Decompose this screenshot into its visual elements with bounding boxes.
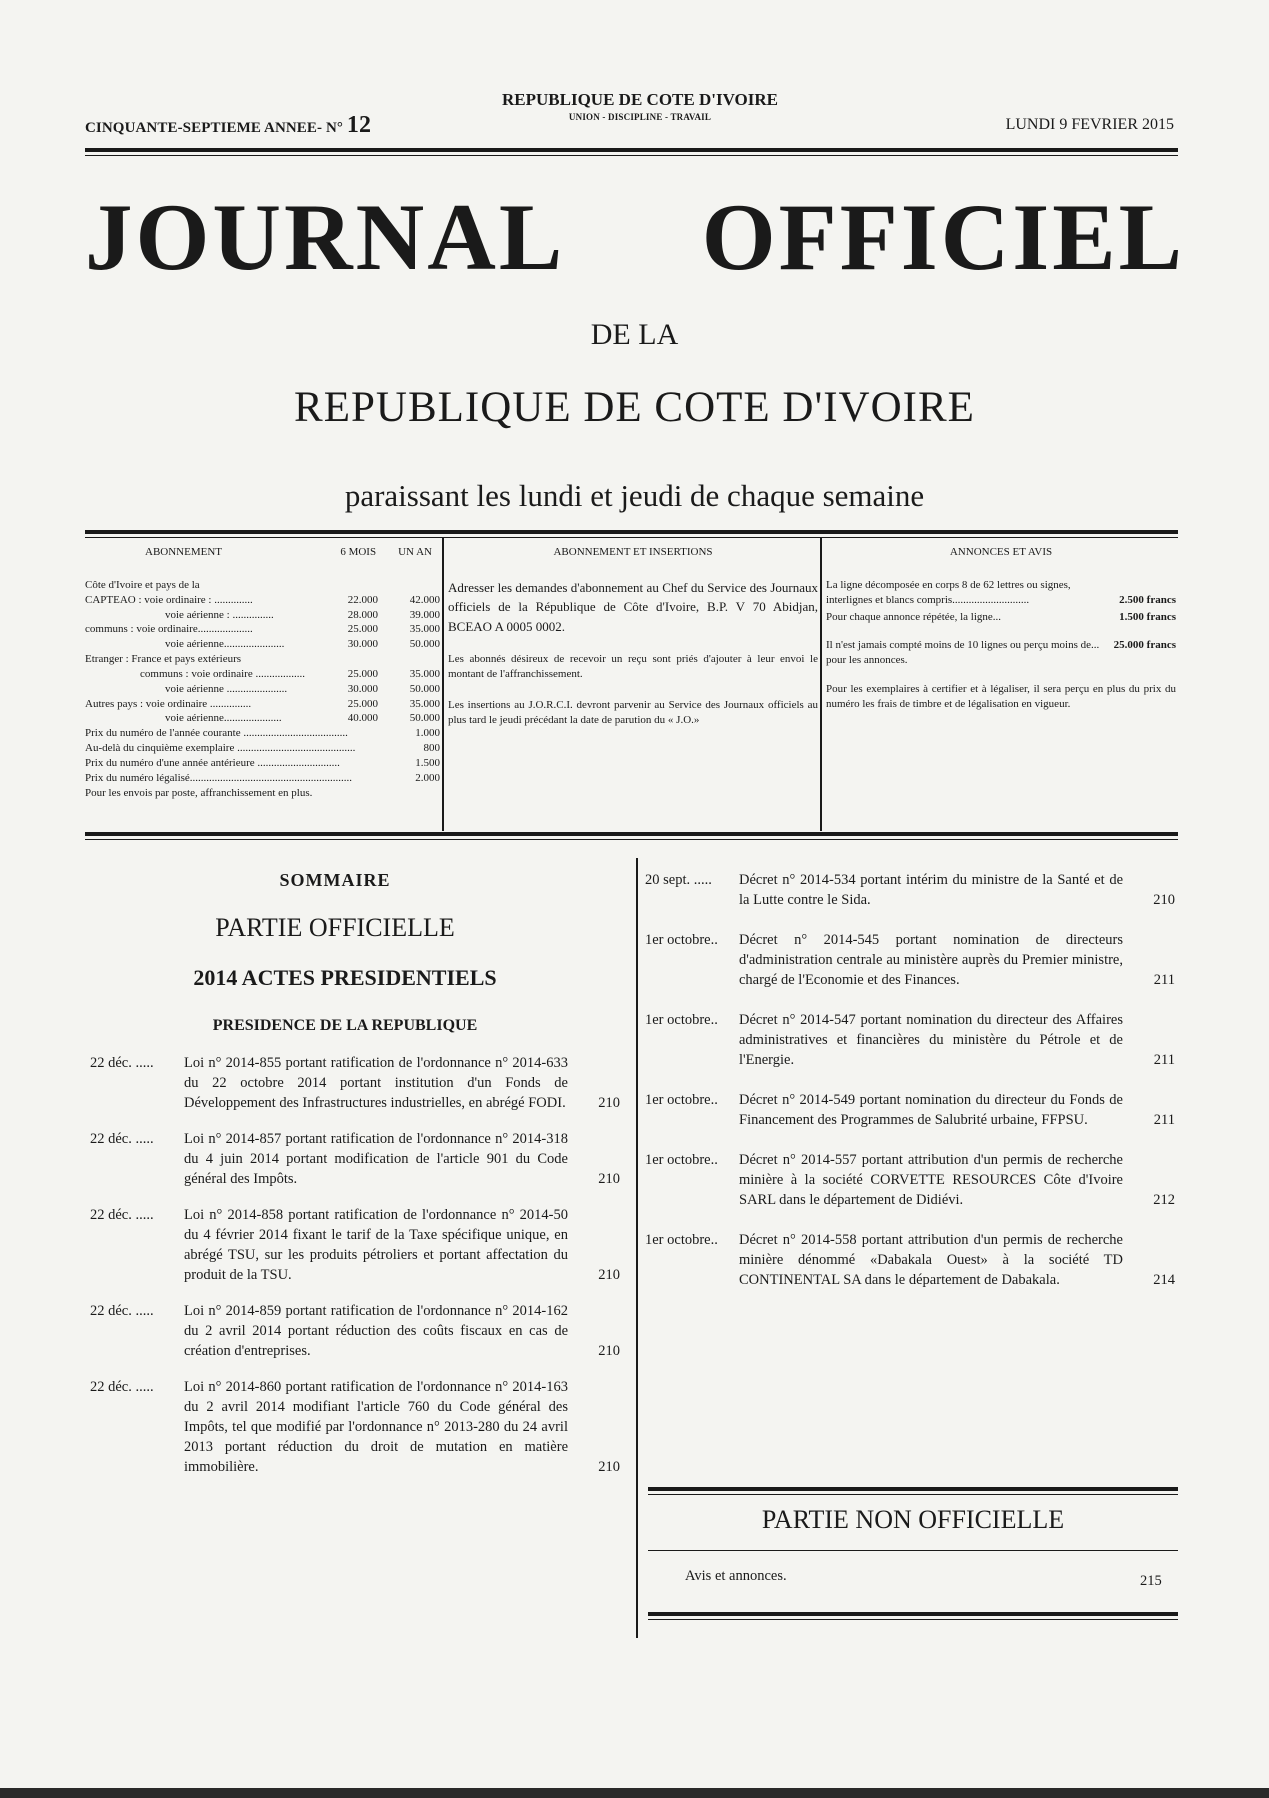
rate-row bbox=[85, 652, 440, 667]
entry-text: Loi n° 2014-859 portant ratification de l'ordonnance n° 2014-162 du 2 avril 2014 portant réduction des coûts fiscaux en cas de création d'entreprises. bbox=[184, 1303, 568, 1359]
sommaire-entry bbox=[90, 1205, 620, 1285]
rate-6mois bbox=[326, 786, 378, 801]
rate-6mois bbox=[340, 756, 386, 771]
rate-label: Prix du numéro légalisé........................................................... bbox=[85, 771, 353, 784]
sommaire-entry bbox=[90, 1377, 620, 1477]
rate-row bbox=[85, 741, 440, 756]
rate-6mois bbox=[348, 726, 390, 741]
rate-6mois: 25.000 bbox=[347, 697, 378, 710]
left-entries bbox=[90, 1053, 620, 1477]
rate-un-an: 50.000 bbox=[409, 712, 440, 725]
rate-label: voie aérienne ...................... bbox=[165, 682, 288, 695]
sommaire-entry bbox=[645, 1010, 1175, 1070]
entry-page: 210 bbox=[598, 1267, 620, 1283]
partie-officielle-title: PARTIE OFFICIELLE bbox=[215, 913, 455, 942]
insertions-p3: Les insertions au J.O.R.C.I. devront parvenir au Service des Journaux officiels au plus tard le jeudi précédant la date de parution du « J.O.» bbox=[448, 699, 818, 726]
right-entries bbox=[645, 870, 1175, 1290]
subscription-bottom-rule bbox=[85, 832, 1178, 840]
annonces-l3-price: 25.000 francs bbox=[1113, 639, 1176, 652]
insertions-p1: Adresser les demandes d'abonnement au Chef du Service des Journaux officiels de la République de Côte d'Ivoire, B.P. V 70 Abidjan, BCEAO A 0005 0002. bbox=[448, 579, 818, 634]
entry-date: 22 déc. ..... bbox=[90, 1379, 154, 1395]
rate-row bbox=[85, 682, 440, 697]
annonces-box bbox=[826, 545, 1176, 830]
rate-6mois: 25.000 bbox=[347, 623, 378, 636]
subscription-top-rule bbox=[85, 530, 1178, 538]
sommaire-title: SOMMAIRE bbox=[279, 870, 391, 890]
rate-row bbox=[85, 593, 440, 608]
rate-6mois: 28.000 bbox=[347, 608, 378, 621]
annonces-l4: Pour les exemplaires à certifier et à légaliser, il sera perçu en plus du prix du numéro les frais de timbre et de légalisation en vigueur. bbox=[826, 683, 1176, 710]
insertions-p2: Les abonnés désireux de recevoir un reçu sont priés d'ajouter à leur envoi le montant de l'affranchissement. bbox=[448, 653, 818, 681]
entry-date: 1er octobre.. bbox=[645, 1012, 718, 1028]
avis-page: 215 bbox=[1140, 1573, 1162, 1589]
issue-number: 12 bbox=[346, 112, 372, 138]
entry-page: 211 bbox=[1153, 1052, 1175, 1068]
rate-label: Prix du numéro de l'année courante ...................................... bbox=[85, 727, 348, 740]
col-abonnement: ABONNEMENT bbox=[145, 546, 222, 558]
rate-6mois: 40.000 bbox=[347, 712, 378, 725]
sommaire-right-column bbox=[645, 870, 1175, 1310]
sommaire-entry bbox=[645, 1090, 1175, 1130]
rate-6mois: 30.000 bbox=[347, 638, 378, 651]
issue-line bbox=[85, 112, 371, 139]
entry-date: 22 déc. ..... bbox=[90, 1055, 154, 1071]
rate-row bbox=[85, 711, 440, 726]
entry-date: 1er octobre.. bbox=[645, 1092, 718, 1108]
page-bottom-edge bbox=[0, 1788, 1269, 1798]
rates-table bbox=[85, 578, 440, 801]
masthead-tagline: paraissant les lundi et jeudi de chaque semaine bbox=[344, 478, 925, 513]
masthead-title: JOURNAL OFFICIEL bbox=[85, 184, 1185, 290]
rate-label: Pour les envois par poste, affranchissement en plus. bbox=[85, 786, 313, 799]
subscription-rates-box bbox=[85, 545, 440, 830]
rate-un-an: 800 bbox=[423, 742, 440, 755]
rate-row bbox=[85, 578, 440, 593]
insertions-title: ABONNEMENT ET INSERTIONS bbox=[553, 546, 713, 558]
rate-un-an: 2.000 bbox=[415, 771, 440, 784]
rate-row bbox=[85, 771, 440, 786]
rate-label: communs : voie ordinaire.................... bbox=[85, 623, 253, 636]
non-officielle-top-rule bbox=[648, 1487, 1178, 1495]
rate-un-an bbox=[378, 786, 440, 801]
rate-label: Côte d'Ivoire et pays de la bbox=[85, 578, 200, 591]
entry-page: 210 bbox=[598, 1171, 620, 1187]
rate-6mois bbox=[326, 578, 378, 593]
masthead-republic: REPUBLIQUE DE COTE D'IVOIRE bbox=[294, 384, 975, 431]
actes-title: 2014 ACTES PRESIDENTIELS bbox=[193, 965, 497, 990]
rate-un-an bbox=[378, 652, 440, 667]
col-6mois: 6 MOIS bbox=[340, 546, 377, 558]
rate-6mois bbox=[355, 741, 394, 756]
rate-label: Autres pays : voie ordinaire ............... bbox=[85, 697, 252, 710]
sommaire-entry bbox=[645, 870, 1175, 910]
presidence-title: PRESIDENCE DE LA REPUBLIQUE bbox=[212, 1017, 478, 1034]
rate-row bbox=[85, 726, 440, 741]
entry-date: 20 sept. ..... bbox=[645, 872, 712, 888]
rate-6mois: 25.000 bbox=[347, 667, 378, 680]
partie-non-officielle-title: PARTIE NON OFFICIELLE bbox=[761, 1505, 1065, 1534]
entry-page: 214 bbox=[1153, 1272, 1175, 1288]
box-divider bbox=[442, 538, 444, 831]
rates-header bbox=[85, 545, 440, 560]
issue-date: LUNDI 9 FEVRIER 2015 bbox=[1005, 116, 1174, 133]
annonces-l1-text: La ligne décomposée en corps 8 de 62 lettres ou signes, interlignes et blancs compris............................ bbox=[826, 578, 1071, 606]
entry-page: 210 bbox=[598, 1343, 620, 1359]
col-un-an: UN AN bbox=[398, 546, 432, 558]
rate-un-an: 50.000 bbox=[409, 682, 440, 695]
sommaire-entry bbox=[645, 1230, 1175, 1290]
entry-page: 212 bbox=[1153, 1192, 1175, 1208]
rate-un-an: 42.000 bbox=[409, 593, 440, 606]
entry-text: Décret n° 2014-534 portant intérim du ministre de la Santé et de la Lutte contre le Sida. bbox=[739, 872, 1123, 908]
entry-date: 1er octobre.. bbox=[645, 1232, 718, 1248]
country-motto: UNION - DISCIPLINE - TRAVAIL bbox=[568, 112, 712, 122]
annonces-line-2 bbox=[826, 610, 1176, 625]
annonces-l2-text: Pour chaque annonce répétée, la ligne... bbox=[826, 610, 1002, 623]
entry-text: Décret n° 2014-557 portant attribution d'un permis de recherche minière à la société CORVETTE RESOURCES Côte d'Ivoire SARL dans le département de Didiévi. bbox=[739, 1152, 1123, 1208]
rate-row bbox=[85, 608, 440, 623]
sommaire-entry bbox=[90, 1053, 620, 1113]
sommaire-entry bbox=[90, 1301, 620, 1361]
entry-page: 210 bbox=[598, 1459, 620, 1475]
insertions-box bbox=[448, 545, 818, 830]
rate-6mois: 30.000 bbox=[347, 682, 378, 695]
entry-page: 210 bbox=[1153, 892, 1175, 908]
rate-label: voie aérienne...................... bbox=[165, 638, 285, 651]
box-divider bbox=[820, 538, 822, 831]
rate-un-an bbox=[378, 578, 440, 593]
entry-page: 211 bbox=[1153, 1112, 1175, 1128]
rate-label: Etranger : France et pays extérieurs bbox=[85, 653, 242, 666]
sommaire-entry bbox=[645, 1150, 1175, 1210]
entry-date: 22 déc. ..... bbox=[90, 1303, 154, 1319]
rate-label: Prix du numéro d'une année antérieure .............................. bbox=[85, 756, 340, 769]
masthead-de-la: DE LA bbox=[590, 318, 679, 351]
entry-date: 22 déc. ..... bbox=[90, 1131, 154, 1147]
annonces-l2-price: 1.500 francs bbox=[1119, 610, 1176, 623]
entry-text: Décret n° 2014-558 portant attribution d'un permis de recherche minière dénommé «Dabakala Ouest» à la société TD CONTINENTAL SA dans le département de Dabakala. bbox=[739, 1232, 1123, 1288]
annonces-l1-price: 2.500 francs bbox=[1119, 593, 1176, 606]
annonces-l3-text: Il n'est jamais compté moins de 10 lignes ou perçu moins de... pour les annonces. bbox=[826, 639, 1100, 667]
rate-label: Au-delà du cinquième exemplaire ........................................... bbox=[85, 742, 356, 755]
rate-un-an: 1.000 bbox=[415, 727, 440, 740]
rate-row bbox=[85, 786, 440, 801]
rate-un-an: 39.000 bbox=[409, 608, 440, 621]
annonces-title: ANNONCES ET AVIS bbox=[949, 546, 1053, 558]
entry-text: Décret n° 2014-549 portant nomination du directeur du Fonds de Financement des Programmes de Salubrité urbaine, FFPSU. bbox=[739, 1092, 1123, 1128]
rate-label: voie aérienne : ............... bbox=[165, 608, 274, 621]
annonces-line-3 bbox=[826, 638, 1176, 668]
entry-page: 210 bbox=[598, 1095, 620, 1111]
sommaire-entry bbox=[645, 930, 1175, 990]
rate-un-an: 50.000 bbox=[409, 638, 440, 651]
entry-page: 211 bbox=[1153, 972, 1175, 988]
country-name: REPUBLIQUE DE COTE D'IVOIRE bbox=[502, 90, 778, 109]
entry-text: Loi n° 2014-855 portant ratification de l'ordonnance n° 2014-633 du 22 octobre 2014 portant institution d'un Fonds de Développement des Infrastructures industrielles, en abrégé FODI. bbox=[184, 1055, 568, 1111]
rate-label: CAPTEAO : voie ordinaire : .............. bbox=[85, 593, 253, 606]
entry-text: Loi n° 2014-860 portant ratification de l'ordonnance n° 2014-163 du 2 avril 2014 modifiant l'article 760 du Code général des Impôts, tel que modifié par l'ordonnance n° 2013-280 du 24 avril 2013 portant réduction du droit de mutation en matière immobilière. bbox=[184, 1379, 568, 1475]
entry-text: Décret n° 2014-545 portant nomination de directeurs d'administration centrale au ministère auprès du Premier ministre, chargé de l'Economie et des Finances. bbox=[739, 932, 1123, 988]
rate-un-an: 35.000 bbox=[409, 667, 440, 680]
rate-row bbox=[85, 622, 440, 637]
rate-label: voie aérienne..................... bbox=[165, 712, 282, 725]
rate-6mois bbox=[352, 771, 392, 786]
rate-row bbox=[85, 637, 440, 652]
non-officielle-mid-rule bbox=[648, 1550, 1178, 1551]
rate-6mois: 22.000 bbox=[347, 593, 378, 606]
rate-row bbox=[85, 667, 440, 682]
rate-un-an: 35.000 bbox=[409, 697, 440, 710]
header-rule bbox=[85, 148, 1178, 156]
entry-date: 22 déc. ..... bbox=[90, 1207, 154, 1223]
rate-row bbox=[85, 697, 440, 712]
sommaire-left-column bbox=[90, 870, 620, 1493]
non-officielle-bottom-rule bbox=[648, 1612, 1178, 1620]
country-header bbox=[440, 90, 840, 122]
entry-text: Décret n° 2014-547 portant nomination du directeur des Affaires administratives et financières du ministère du Pétrole et de l'Energie. bbox=[739, 1012, 1123, 1068]
entry-date: 1er octobre.. bbox=[645, 1152, 718, 1168]
rate-row bbox=[85, 756, 440, 771]
rate-label: communs : voie ordinaire .................. bbox=[140, 667, 305, 680]
rate-6mois bbox=[326, 652, 378, 667]
avis-label: Avis et annonces. bbox=[685, 1568, 787, 1584]
year-label: CINQUANTE-SEPTIEME ANNEE- N° bbox=[85, 120, 343, 136]
column-divider bbox=[636, 858, 638, 1638]
entry-text: Loi n° 2014-857 portant ratification de l'ordonnance n° 2014-318 du 4 juin 2014 portant modification de l'article 901 du Code général des Impôts. bbox=[184, 1131, 568, 1187]
entry-date: 1er octobre.. bbox=[645, 932, 718, 948]
sommaire-entry bbox=[90, 1129, 620, 1189]
rate-un-an: 1.500 bbox=[415, 756, 440, 769]
rate-un-an: 35.000 bbox=[409, 623, 440, 636]
entry-text: Loi n° 2014-858 portant ratification de l'ordonnance n° 2014-50 du 4 février 2014 fixant le tarif de la Taxe spécifique unique, en abrégé TSU, sur les produits pétroliers et portant affectation du produit de la TSU. bbox=[184, 1207, 568, 1283]
annonces-line-1 bbox=[826, 578, 1176, 608]
